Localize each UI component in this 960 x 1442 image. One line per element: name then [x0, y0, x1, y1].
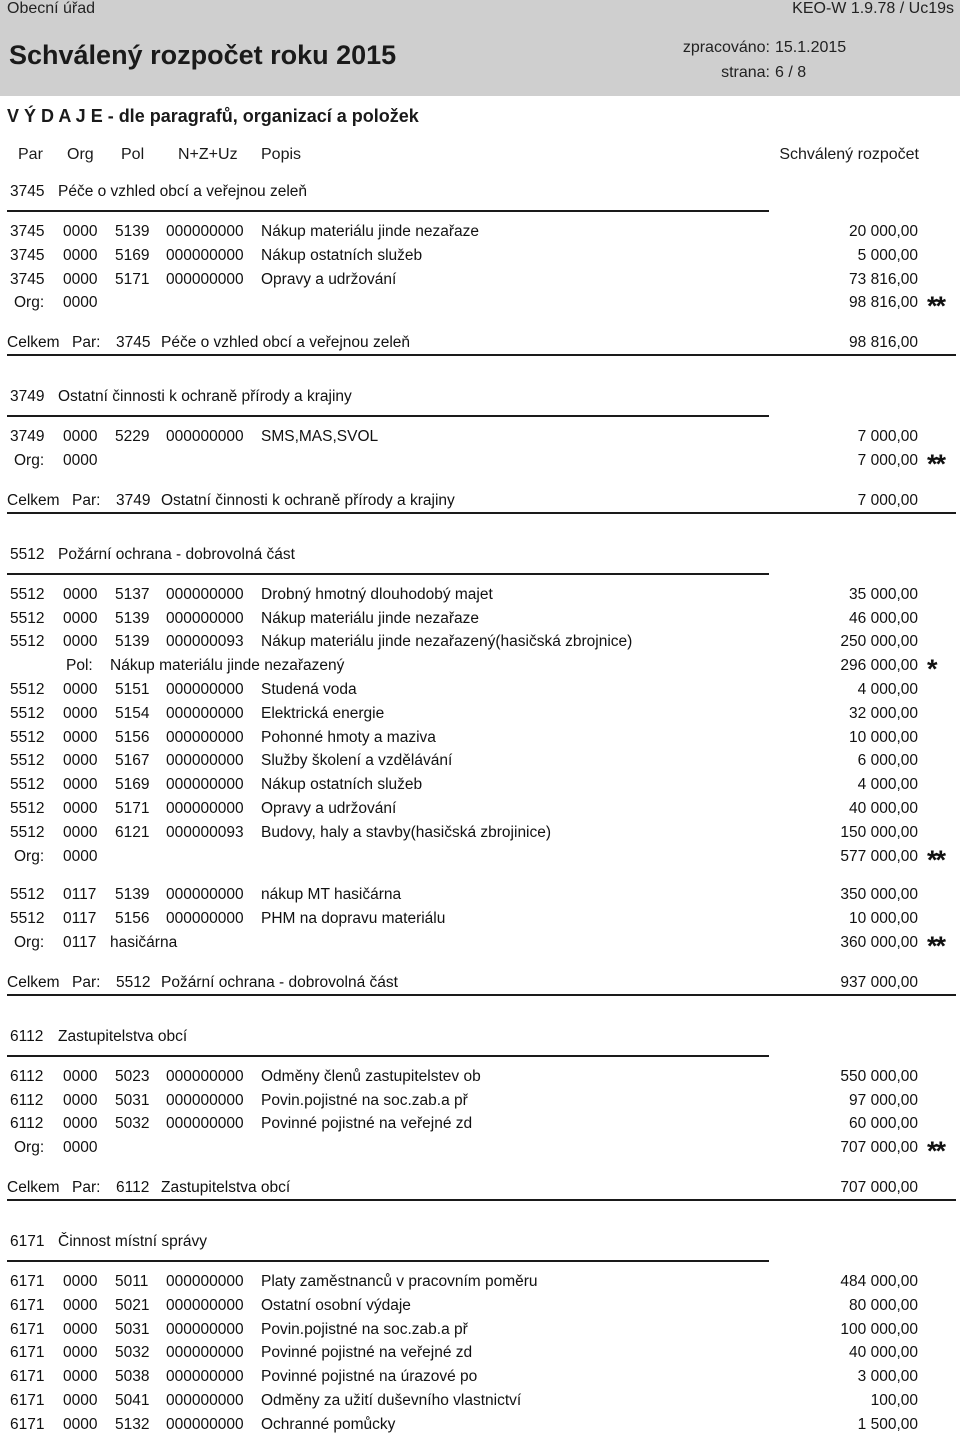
row-nzu: 000000000 — [166, 1320, 244, 1338]
row-org: 0000 — [63, 246, 98, 264]
org-subtotal-amount: 707 000,00 — [840, 1139, 918, 1157]
row-pol: 5156 — [115, 910, 150, 928]
org-subtotal-code: 0000 — [63, 847, 98, 865]
row-par: 6112 — [10, 1091, 44, 1109]
row-org: 0000 — [63, 704, 98, 722]
row-nzu: 000000093 — [166, 823, 244, 841]
row-amount: 100,00 — [870, 1392, 918, 1409]
row-amount: 100 000,00 — [840, 1320, 918, 1338]
org-subtotal-label: Org: — [14, 847, 45, 865]
row-par: 5512 — [10, 633, 45, 651]
total-par-name: Ostatní činnosti k ochraně přírody a krajiny — [161, 491, 455, 509]
pol-subtotal-amount: 296 000,00 — [840, 657, 918, 675]
row-nzu: 000000093 — [166, 633, 244, 651]
section-code: 5512 — [10, 545, 45, 563]
row-pol: 5137 — [115, 585, 150, 603]
row-par: 6171 — [10, 1273, 45, 1290]
row-par: 5512 — [10, 585, 45, 603]
total-amount: 7 000,00 — [857, 491, 918, 509]
row-par: 6112 — [10, 1067, 44, 1085]
row-par: 3749 — [10, 428, 45, 446]
row-amount: 32 000,00 — [849, 704, 918, 722]
row-description: Platy zaměstnanců v pracovním poměru — [261, 1273, 538, 1290]
org-subtotal-amount: 577 000,00 — [840, 847, 918, 865]
row-org: 0000 — [63, 270, 98, 288]
row-description: Nákup ostatních služeb — [261, 246, 423, 264]
row-org: 0000 — [63, 1392, 98, 1409]
total-par-label: Par: — [72, 334, 101, 352]
row-amount: 97 000,00 — [849, 1091, 918, 1109]
row-pol: 5167 — [115, 752, 150, 770]
row-amount: 35 000,00 — [849, 585, 918, 603]
pol-subtotal-label: Pol: — [66, 657, 93, 675]
row-amount: 4 000,00 — [857, 681, 918, 698]
row-amount: 6 000,00 — [857, 752, 918, 770]
row-par: 3745 — [10, 270, 45, 288]
row-pol: 5031 — [115, 1091, 150, 1109]
subtotal-marker: ** — [927, 931, 945, 961]
org-subtotal-code: 0000 — [63, 1139, 98, 1157]
processed-date: 15.1.2015 — [775, 39, 847, 56]
section-name: Požární ochrana - dobrovolná část — [58, 545, 295, 563]
row-description: Drobný hmotný dlouhodobý majet — [261, 585, 493, 603]
total-par-code: 6112 — [116, 1179, 150, 1196]
row-description: Opravy a udržování — [261, 270, 397, 288]
row-description: Studená voda — [261, 681, 357, 698]
section-code: 3745 — [10, 183, 45, 200]
total-label: Celkem — [7, 1179, 60, 1196]
row-description: Budovy, haly a stavby(hasičská zbrojinice) — [261, 823, 552, 841]
org-subtotal-label: Org: — [14, 934, 45, 951]
total-amount: 707 000,00 — [840, 1179, 918, 1196]
row-nzu: 000000000 — [166, 1415, 244, 1433]
row-amount: 150 000,00 — [840, 823, 918, 841]
row-pol: 5171 — [115, 270, 150, 288]
row-pol: 5023 — [115, 1067, 150, 1085]
row-nzu: 000000000 — [166, 776, 244, 794]
page-title: Schválený rozpočet roku 2015 — [9, 40, 397, 70]
row-description: Povinné pojistné na veřejné zd — [261, 1115, 473, 1133]
org-subtotal-code: 0000 — [63, 294, 98, 312]
row-par: 5512 — [10, 776, 45, 794]
row-amount: 4 000,00 — [857, 776, 918, 794]
row-description: Opravy a udržování — [261, 800, 397, 817]
total-par-name: Péče o vzhled obcí a veřejnou zeleň — [161, 334, 411, 352]
row-amount: 10 000,00 — [849, 728, 918, 746]
row-amount: 5 000,00 — [857, 246, 918, 264]
row-org: 0000 — [63, 1067, 98, 1085]
org-subtotal-amount: 7 000,00 — [857, 452, 918, 469]
processed-label: zpracováno: — [682, 39, 770, 56]
report-subtitle: V Ý D A J E - dle paragrafů, organizací a položek — [7, 106, 419, 126]
total-label: Celkem — [7, 491, 60, 509]
row-pol: 5171 — [115, 800, 150, 817]
row-org: 0000 — [63, 1320, 98, 1338]
row-nzu: 000000000 — [166, 1091, 244, 1109]
pol-subtotal-name: Nákup materiálu jinde nezařazený — [110, 657, 345, 675]
row-par: 6171 — [10, 1415, 45, 1433]
row-nzu: 000000000 — [166, 223, 244, 240]
row-par: 6171 — [10, 1392, 45, 1409]
row-pol: 5132 — [115, 1415, 150, 1433]
row-description: Povin.pojistné na soc.zab.a př — [261, 1320, 468, 1338]
row-nzu: 000000000 — [166, 1296, 244, 1314]
row-pol: 5169 — [115, 776, 150, 794]
row-pol: 5169 — [115, 246, 150, 264]
row-org: 0117 — [63, 886, 97, 904]
col-header-amount: Schválený rozpočet — [779, 146, 919, 163]
section-name: Činnost místní správy — [58, 1233, 208, 1250]
row-description: PHM na dopravu materiálu — [261, 910, 446, 928]
row-amount: 7 000,00 — [857, 428, 918, 446]
row-par: 5512 — [10, 886, 45, 904]
row-par: 5512 — [10, 823, 45, 841]
subtotal-marker: ** — [927, 844, 945, 875]
row-description: Odměny členů zastupitelstev ob — [261, 1067, 481, 1085]
row-description: Pohonné hmoty a maziva — [261, 728, 436, 746]
total-amount: 98 816,00 — [849, 334, 918, 352]
org-subtotal-label: Org: — [14, 1139, 45, 1157]
total-amount: 937 000,00 — [840, 973, 918, 991]
row-description: Povinné pojistné na úrazové po — [261, 1368, 478, 1386]
row-par: 5512 — [10, 752, 45, 770]
section-name: Péče o vzhled obcí a veřejnou zeleň — [58, 183, 308, 200]
row-par: 5512 — [10, 728, 45, 746]
row-description: Nákup materiálu jinde nezařaze — [261, 609, 479, 627]
section-code: 3749 — [10, 388, 45, 406]
row-org: 0000 — [63, 1091, 98, 1109]
section-name: Ostatní činnosti k ochraně přírody a krajiny — [58, 388, 352, 406]
col-header-popis: Popis — [261, 146, 302, 163]
row-pol: 5011 — [115, 1273, 149, 1290]
row-description: nákup MT hasičárna — [261, 886, 402, 904]
section-code: 6171 — [10, 1233, 45, 1250]
org-subtotal-code: 0117 — [63, 934, 97, 951]
row-nzu: 000000000 — [166, 886, 244, 904]
row-nzu: 000000000 — [166, 428, 244, 446]
office-name: Obecní úřad — [7, 0, 96, 17]
program-version: KEO-W 1.9.78 / Uc19s — [792, 0, 954, 17]
row-org: 0000 — [63, 681, 98, 698]
section-rule — [7, 210, 769, 212]
total-par-code: 5512 — [116, 973, 151, 991]
total-par-label: Par: — [72, 491, 101, 509]
row-amount: 350 000,00 — [840, 886, 918, 904]
row-description: Nákup ostatních služeb — [261, 776, 423, 794]
total-par-code: 3749 — [116, 491, 151, 509]
subtotal-marker: * — [927, 654, 936, 685]
row-pol: 5041 — [115, 1392, 150, 1409]
row-org: 0000 — [63, 633, 98, 651]
section-rule — [7, 415, 769, 417]
row-description: Nákup materiálu jinde nezařazený(hasičská zbrojnice) — [261, 633, 633, 651]
row-amount: 550 000,00 — [840, 1067, 918, 1085]
row-org: 0000 — [63, 800, 98, 817]
row-org: 0000 — [63, 585, 98, 603]
page-label: strana: — [721, 64, 770, 81]
row-pol: 5139 — [115, 609, 150, 627]
org-subtotal-name: hasičárna — [110, 934, 178, 951]
row-pol: 5151 — [115, 681, 150, 698]
row-pol: 5156 — [115, 728, 150, 746]
row-amount: 46 000,00 — [849, 609, 918, 627]
row-org: 0000 — [63, 609, 98, 627]
row-nzu: 000000000 — [166, 704, 244, 722]
total-rule — [7, 354, 956, 356]
row-org: 0000 — [63, 728, 98, 746]
col-header-par: Par — [18, 146, 43, 163]
row-amount: 1 500,00 — [857, 1415, 918, 1433]
total-rule — [7, 1199, 956, 1201]
row-nzu: 000000000 — [166, 1392, 244, 1409]
row-par: 3745 — [10, 246, 45, 264]
row-org: 0000 — [63, 1115, 98, 1133]
org-subtotal-amount: 98 816,00 — [849, 294, 918, 312]
total-par-name: Zastupitelstva obcí — [161, 1179, 291, 1196]
row-pol: 5038 — [115, 1368, 150, 1386]
row-pol: 5032 — [115, 1115, 150, 1133]
row-pol: 5031 — [115, 1320, 150, 1338]
row-nzu: 000000000 — [166, 752, 244, 770]
row-amount: 40 000,00 — [849, 1344, 918, 1362]
section-rule — [7, 1260, 769, 1262]
row-nzu: 000000000 — [166, 585, 244, 603]
row-amount: 60 000,00 — [849, 1115, 918, 1133]
row-par: 6171 — [10, 1320, 45, 1338]
row-pol: 6121 — [115, 823, 150, 841]
section-name: Zastupitelstva obcí — [58, 1027, 188, 1045]
row-amount: 80 000,00 — [849, 1296, 918, 1314]
row-nzu: 000000000 — [166, 681, 244, 698]
row-par: 5512 — [10, 609, 45, 627]
row-pol: 5139 — [115, 633, 150, 651]
row-amount: 10 000,00 — [849, 910, 918, 928]
row-description: Služby školení a vzdělávání — [261, 752, 453, 770]
row-amount: 40 000,00 — [849, 800, 918, 817]
row-amount: 484 000,00 — [840, 1273, 918, 1290]
row-description: Povin.pojistné na soc.zab.a př — [261, 1091, 468, 1109]
row-nzu: 000000000 — [166, 1273, 244, 1290]
row-par: 6171 — [10, 1344, 45, 1362]
page-number: 6 / 8 — [775, 64, 807, 81]
row-description: Nákup materiálu jinde nezařaze — [261, 223, 479, 240]
row-org: 0000 — [63, 1344, 98, 1362]
row-description: Elektrická energie — [261, 704, 385, 722]
row-pol: 5021 — [115, 1296, 150, 1314]
row-nzu: 000000000 — [166, 910, 244, 928]
row-nzu: 000000000 — [166, 1368, 244, 1386]
row-nzu: 000000000 — [166, 270, 244, 288]
row-nzu: 000000000 — [166, 728, 244, 746]
row-org: 0000 — [63, 823, 98, 841]
org-subtotal-code: 0000 — [63, 452, 98, 469]
row-org: 0000 — [63, 1415, 98, 1433]
org-subtotal-label: Org: — [14, 452, 45, 469]
row-org: 0000 — [63, 1273, 98, 1290]
row-par: 6112 — [10, 1115, 44, 1133]
row-org: 0000 — [63, 776, 98, 794]
col-header-nzu: N+Z+Uz — [178, 146, 238, 163]
row-description: Ostatní osobní výdaje — [261, 1296, 411, 1314]
subtotal-marker: ** — [927, 449, 945, 479]
row-amount: 250 000,00 — [840, 633, 918, 651]
subtotal-marker: ** — [927, 1136, 945, 1167]
row-pol: 5139 — [115, 886, 150, 904]
section-code: 6112 — [10, 1027, 44, 1045]
section-rule — [7, 573, 769, 575]
row-description: Odměny za užití duševního vlastnictví — [261, 1392, 522, 1409]
total-rule — [7, 512, 956, 514]
row-amount: 3 000,00 — [857, 1368, 918, 1386]
row-nzu: 000000000 — [166, 1344, 244, 1362]
row-description: Povinné pojistné na veřejné zd — [261, 1344, 473, 1362]
row-pol: 5229 — [115, 428, 150, 446]
org-subtotal-label: Org: — [14, 294, 45, 312]
org-subtotal-amount: 360 000,00 — [840, 934, 918, 951]
total-par-label: Par: — [72, 973, 101, 991]
row-par: 3745 — [10, 223, 45, 240]
row-amount: 73 816,00 — [849, 270, 918, 288]
total-label: Celkem — [7, 334, 60, 352]
total-label: Celkem — [7, 973, 60, 991]
row-nzu: 000000000 — [166, 800, 244, 817]
row-par: 6171 — [10, 1296, 45, 1314]
row-par: 5512 — [10, 704, 45, 722]
row-par: 5512 — [10, 800, 45, 817]
total-par-label: Par: — [72, 1179, 101, 1196]
row-par: 6171 — [10, 1368, 45, 1386]
row-description: Ochranné pomůcky — [261, 1415, 396, 1433]
col-header-org: Org — [67, 146, 94, 163]
row-pol: 5154 — [115, 704, 150, 722]
row-par: 5512 — [10, 681, 45, 698]
subtotal-marker: ** — [927, 291, 945, 322]
row-pol: 5139 — [115, 223, 150, 240]
col-header-pol: Pol — [121, 146, 145, 163]
row-org: 0000 — [63, 752, 98, 770]
row-description: SMS,MAS,SVOL — [261, 428, 379, 446]
row-pol: 5032 — [115, 1344, 150, 1362]
row-nzu: 000000000 — [166, 1067, 244, 1085]
total-rule — [7, 994, 956, 996]
row-org: 0000 — [63, 1368, 98, 1386]
row-nzu: 000000000 — [166, 1115, 244, 1133]
section-rule — [7, 1055, 769, 1057]
row-org: 0000 — [63, 428, 98, 446]
row-org: 0000 — [63, 223, 98, 240]
total-par-code: 3745 — [116, 334, 151, 352]
row-par: 5512 — [10, 910, 45, 928]
row-org: 0117 — [63, 910, 97, 928]
row-amount: 20 000,00 — [849, 223, 918, 240]
row-nzu: 000000000 — [166, 609, 244, 627]
row-nzu: 000000000 — [166, 246, 244, 264]
row-org: 0000 — [63, 1296, 98, 1314]
total-par-name: Požární ochrana - dobrovolná část — [161, 973, 398, 991]
